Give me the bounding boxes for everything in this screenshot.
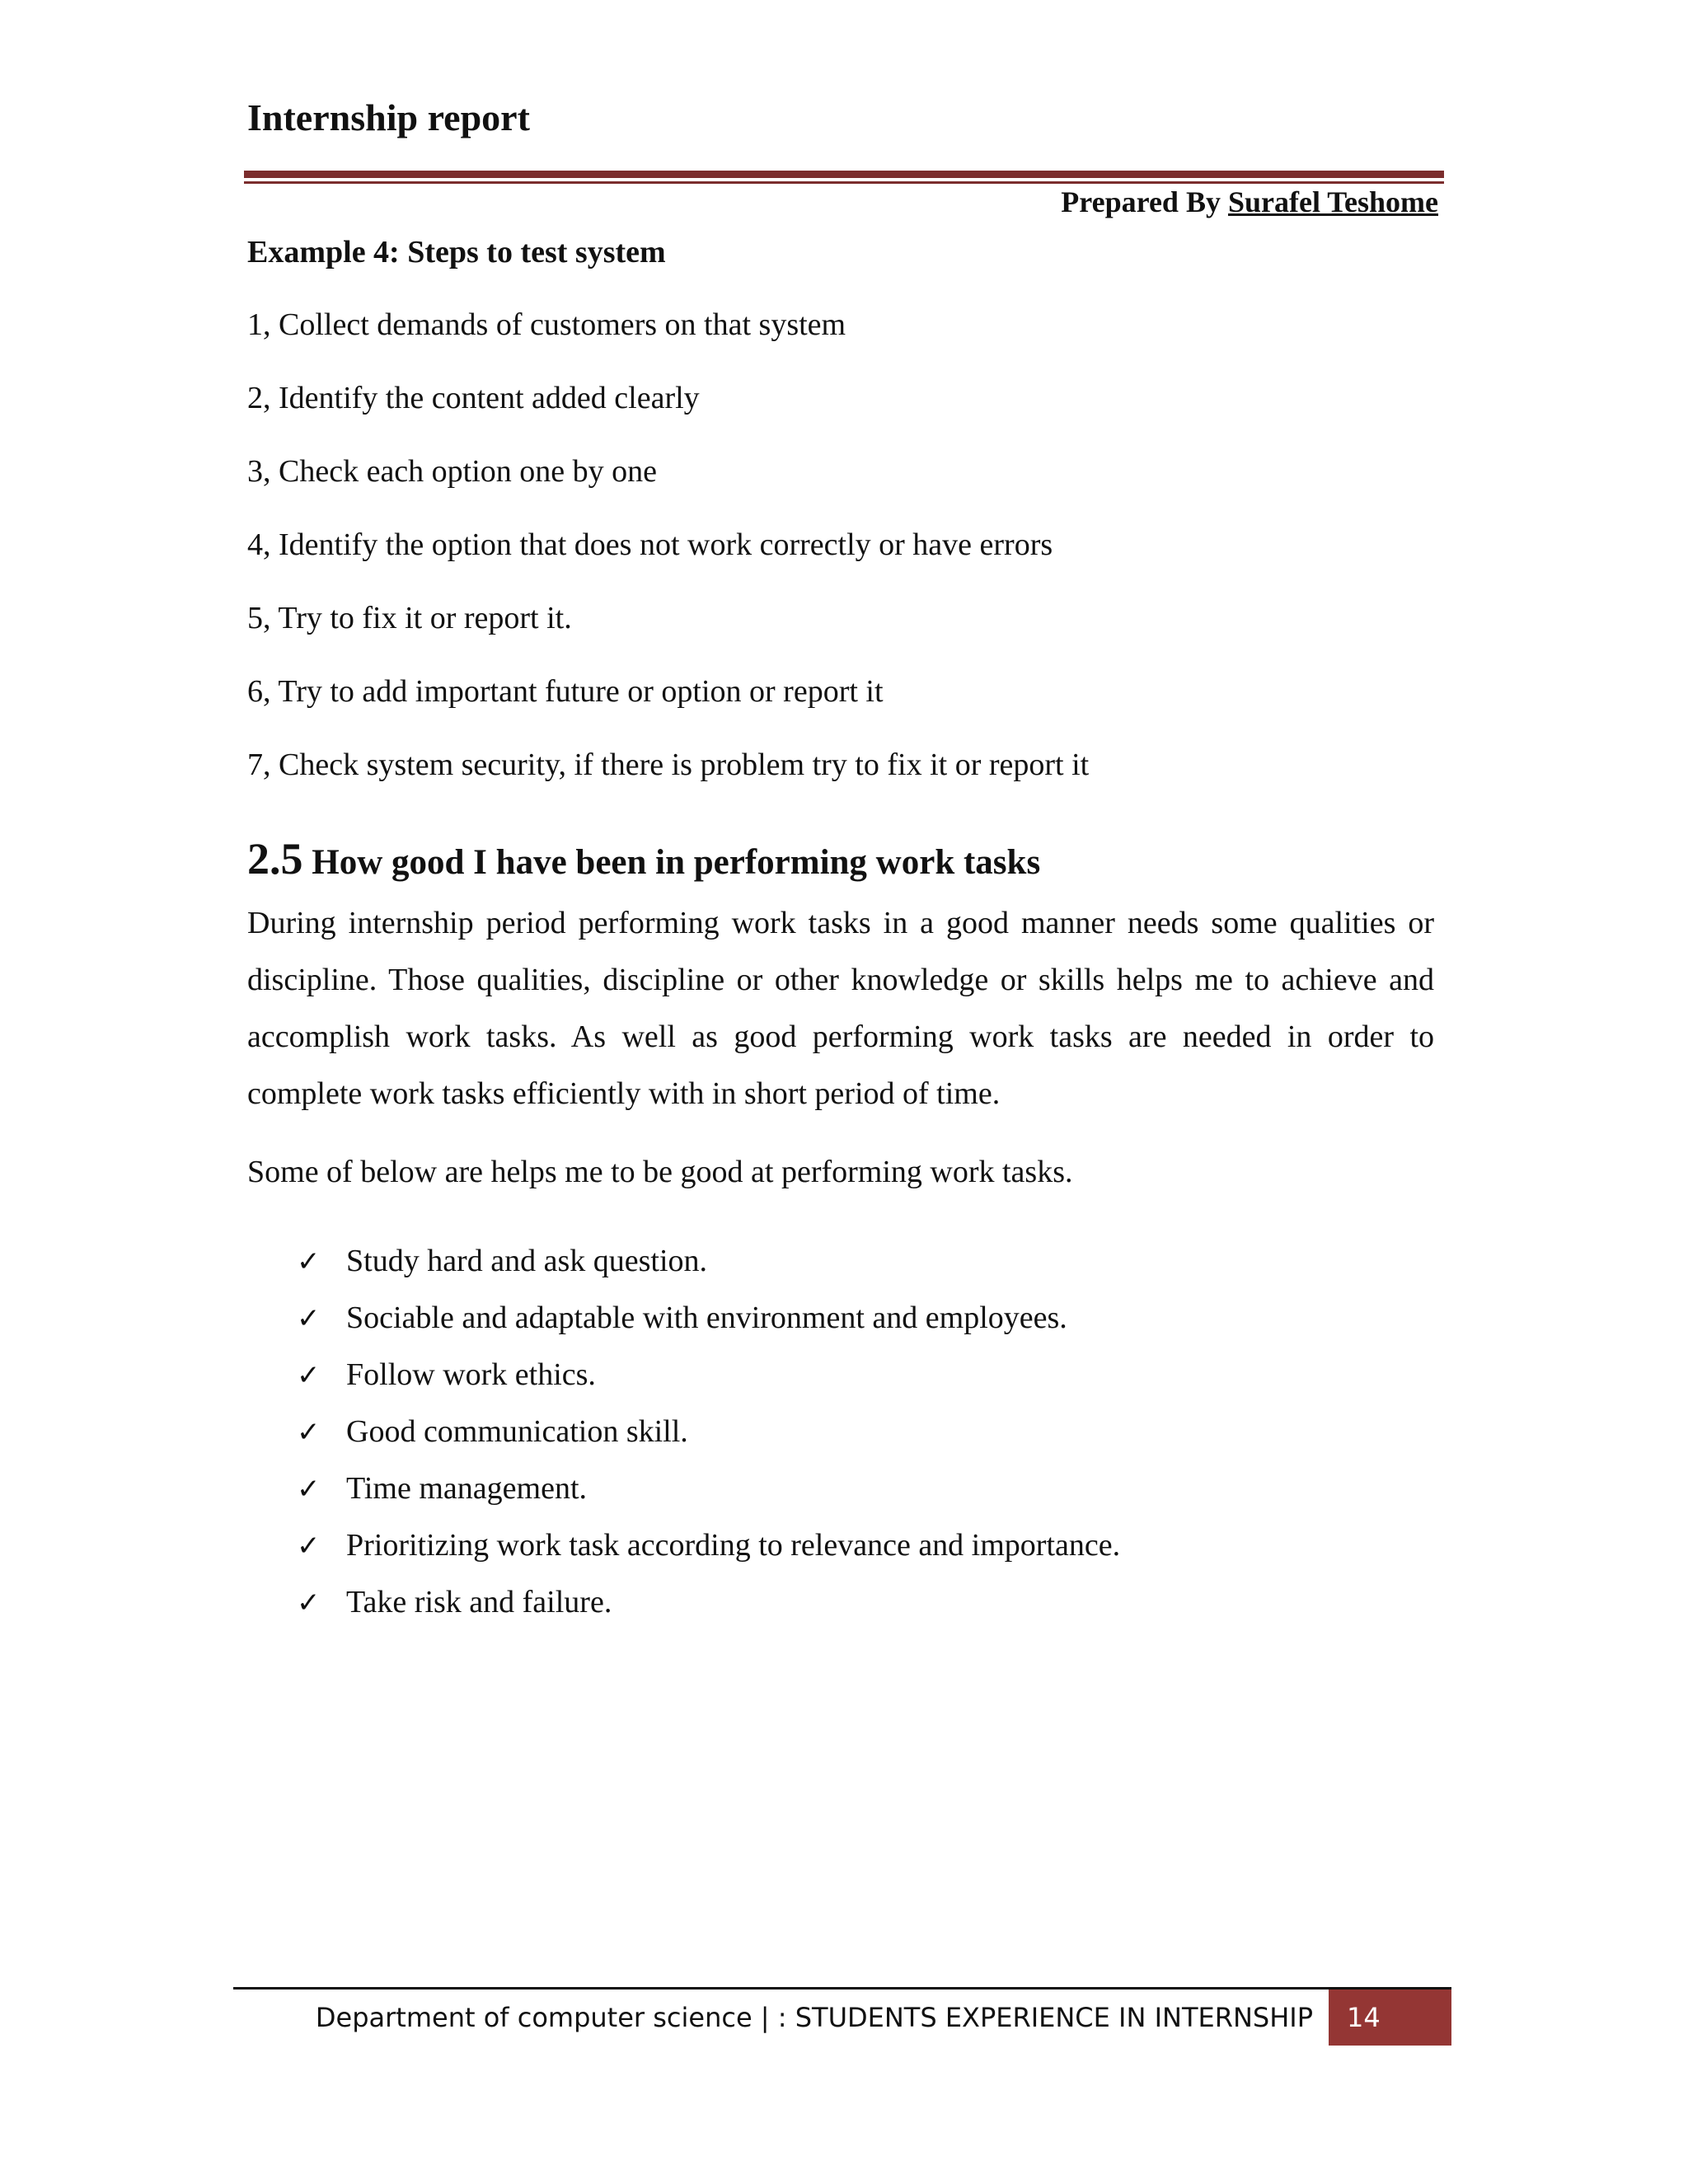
checkmark-icon: ✓ xyxy=(297,1416,321,1449)
section-heading xyxy=(247,832,1040,886)
checklist-intro: Some of below are helps me to be good at performing work tasks. xyxy=(247,1155,1073,1189)
checklist-item xyxy=(297,1407,1120,1464)
checklist-item xyxy=(297,1293,1120,1350)
step-item: 4, Identify the option that does not work correctly or have errors xyxy=(247,527,1053,562)
checklist-item xyxy=(297,1236,1120,1293)
header-title: Internship report xyxy=(247,96,530,138)
checkmark-icon: ✓ xyxy=(297,1245,321,1278)
prepared-by xyxy=(1061,183,1438,222)
header-rule-thick xyxy=(244,171,1444,178)
checklist-item xyxy=(297,1521,1120,1577)
section-number: 2.5 xyxy=(247,834,303,883)
checklist-item-text: Good communication skill. xyxy=(346,1414,688,1449)
checkmark-icon: ✓ xyxy=(297,1586,321,1619)
step-item: 3, Check each option one by one xyxy=(247,454,658,489)
step-item: 5, Try to fix it or report it. xyxy=(247,601,572,635)
section-title: How good I have been in performing work tasks xyxy=(312,843,1041,882)
checklist-item xyxy=(297,1577,1120,1634)
step-item: 7, Check system security, if there is problem try to fix it or report it xyxy=(247,748,1090,782)
section-paragraph: During internship period performing work tasks in a good manner needs some qualities or discipline. Those qualities, discipline or other knowledge or skills helps me to achieve and accomplish work tasks. As well as good performing work tasks are needed in order to complete work tasks efficiently with in short period of time. xyxy=(247,906,1434,1111)
steps-list xyxy=(247,307,1089,820)
checklist-item-text: Sociable and adaptable with environment and employees. xyxy=(346,1301,1067,1335)
checkmark-icon: ✓ xyxy=(297,1473,321,1506)
page-number: 14 xyxy=(1329,1990,1451,2046)
checkmark-icon: ✓ xyxy=(297,1302,321,1335)
footer-text: Department of computer science | : STUDENTS EXPERIENCE IN INTERNSHIP xyxy=(315,2002,1313,2033)
step-item: 2, Identify the content added clearly xyxy=(247,381,700,415)
checklist-item-text: Prioritizing work task according to relevance and importance. xyxy=(346,1528,1121,1563)
checklist-item xyxy=(297,1350,1120,1407)
checklist-item-text: Take risk and failure. xyxy=(346,1585,612,1619)
checklist-item-text: Follow work ethics. xyxy=(346,1357,596,1392)
author-name: Surafel Teshome xyxy=(1227,185,1438,218)
step-item: 1, Collect demands of customers on that system xyxy=(247,307,846,342)
checkmark-icon: ✓ xyxy=(297,1359,321,1392)
checklist xyxy=(297,1236,1120,1634)
checklist-item-text: Time management. xyxy=(346,1471,587,1506)
checklist-item-text: Study hard and ask question. xyxy=(346,1244,708,1278)
example-heading: Example 4: Steps to test system xyxy=(247,235,666,269)
checkmark-icon: ✓ xyxy=(297,1530,321,1563)
prepared-by-label: Prepared By xyxy=(1061,185,1221,218)
checklist-item xyxy=(297,1464,1120,1521)
step-item: 6, Try to add important future or option or report it xyxy=(247,674,884,709)
